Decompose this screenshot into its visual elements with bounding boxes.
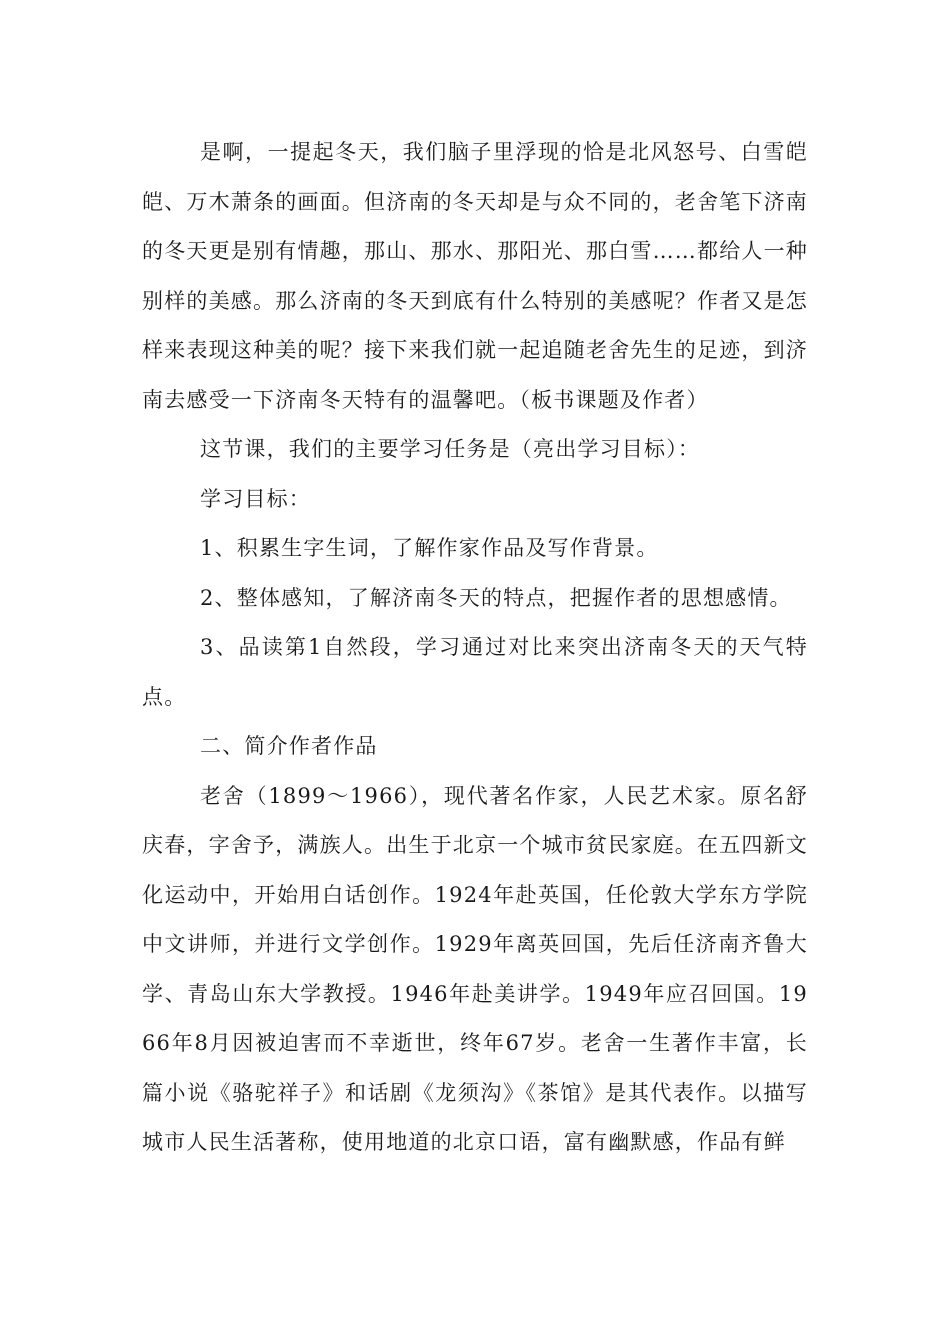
intro-paragraph: 是啊，一提起冬天，我们脑子里浮现的恰是北风怒号、白雪皑皑、万木萧条的画面。但济南的冬天却是与众不同的，老舍笔下济南的冬天更是别有情趣，那山、那水、那阳光、那白雪……都给人一种别样的美感。那么济南的冬天到底有什么特别的美感呢？作者又是怎样来表现这种美的呢？接下来我们就一起追随老舍先生的足迹，到济南去感受一下济南冬天特有的温馨吧。（板书课题及作者） (142, 140, 808, 412)
objective-item-3: 3、品读第1自然段，学习通过对比来突出济南冬天的天气特点。 (142, 635, 808, 709)
task-paragraph: 这节课，我们的主要学习任务是（亮出学习目标）： (200, 437, 701, 461)
objective-item-1: 1、积累生字生词，了解作家作品及写作背景。 (200, 536, 659, 560)
section-heading: 二、简介作者作品 (200, 734, 378, 758)
objective-item-2: 2、整体感知，了解济南冬天的特点，把握作者的思想感情。 (200, 585, 792, 610)
objectives-heading: 学习目标： (200, 486, 311, 511)
document-page (142, 128, 808, 1168)
author-bio-paragraph: 老舍（1899～1966），现代著名作家，人民艺术家。原名舒庆春，字舍予，满族人。出生于北京一个城市贫民家庭。在五四新文化运动中，开始用白话创作。1924年赴英国，任伦敦大学东方学院中文讲师，并进行文学创作。1929年离英回国，先后任济南齐鲁大学、青岛山东大学教授。1946年赴美讲学。1949年应召回国。1966年8月因被迫害而不幸逝世，终年67岁。老舍一生著作丰富，长篇小说《骆驼祥子》和话剧《龙须沟》《茶馆》是其代表作。以描写城市人民生活著称，使用地道的北京口语，富有幽默感，作品有鲜 (142, 783, 808, 1154)
